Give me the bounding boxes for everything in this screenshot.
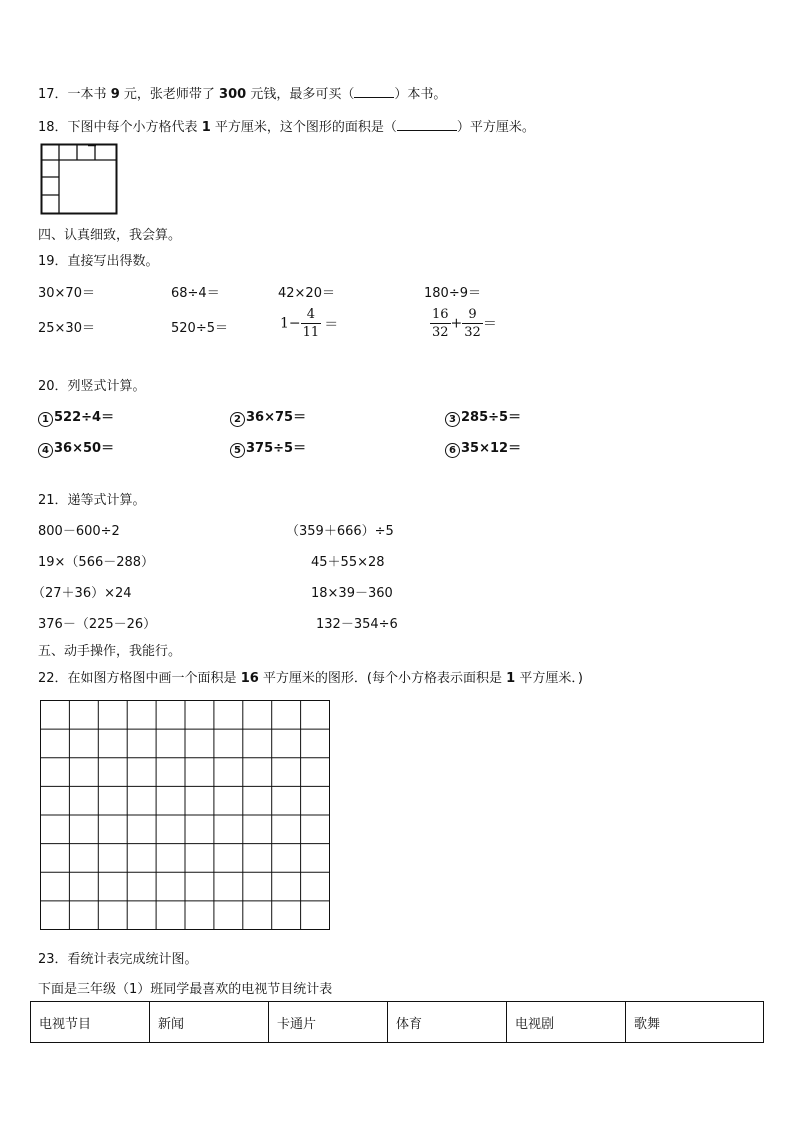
q19-item-fraction-sum [430,306,497,341]
q18-number-1: 1 [201,120,211,135]
question-18 [38,116,535,135]
q17-number-2: 300 [219,87,247,102]
q21-item-6: 18×39－360 [311,586,393,601]
table-header-cell: 电视节目 [31,1002,150,1043]
q19-item-5: 25×30＝ [38,321,95,336]
q19-item-fraction-expression [280,306,338,341]
q22-number-2: 1 [506,671,516,686]
q21-item-4: 45＋55×28 [311,555,385,570]
q20-expression: 35×12＝ [461,441,522,456]
q23-title: 23．看统计表完成统计图。 [38,952,198,967]
q20-circled-number: 1 [38,412,53,427]
q17-text-mid1: 元，张老师带了 [123,87,215,102]
q17-text-post: ）本书。 [394,87,447,102]
q20-item-5 [230,437,306,458]
q19-frac-equals: ＝ [324,316,339,333]
q20-circled-number: 3 [445,412,460,427]
q18-answer-blank[interactable] [397,130,457,131]
q18-text-pre: 18．下图中每个小方格代表 [38,120,198,135]
q19-item-1: 30×70＝ [38,286,95,301]
q22-number-1: 16 [240,671,259,686]
section-5-heading: 五、动手操作，我能行。 [38,644,182,659]
q18-text-post: ）平方厘米。 [456,120,535,135]
q23-table-caption: 下面是三年级（1）班同学最喜欢的电视节目统计表 [38,982,333,997]
q19-item-2: 68÷4＝ [171,286,220,301]
table-header-cell: 新闻 [150,1002,269,1043]
q19-fraction [301,306,322,341]
q22-text-pre: 22．在如图方格图中画一个面积是 [38,671,237,686]
q20-item-6 [445,437,521,458]
q19-item-4: 180÷9＝ [424,286,481,301]
q21-title: 21．递等式计算。 [38,493,146,508]
q19-fraction-b [462,306,483,341]
q19-fraction-a [430,306,451,341]
q19-fraction-a-denominator: 32 [432,325,449,340]
q19-fraction-denominator: 11 [302,325,320,340]
q19-title: 19．直接写出得数。 [38,254,159,269]
q20-expression: 285÷5＝ [461,410,522,425]
q19-item-6: 520÷5＝ [171,321,228,336]
q19-sum-equals: ＝ [482,316,497,333]
q22-text-post: 平方厘米．) [519,671,583,686]
q20-circled-number: 2 [230,412,245,427]
q21-item-1: 800－600÷2 [38,524,120,539]
q20-expression: 36×50＝ [54,441,115,456]
q20-title: 20．列竖式计算。 [38,379,146,394]
q19-fraction-b-numerator: 9 [462,306,483,324]
table-header-cell: 电视剧 [507,1002,626,1043]
q21-item-5: （27＋36）×24 [32,586,132,601]
q19-fraction-b-denominator: 32 [464,325,481,340]
q20-item-2 [230,406,306,427]
q20-circled-number: 5 [230,443,245,458]
q20-circled-number: 6 [445,443,460,458]
q17-number-1: 9 [110,87,120,102]
q19-fraction-a-numerator: 16 [432,307,449,322]
q22-drawing-grid[interactable] [38,698,332,932]
q20-item-4 [38,437,114,458]
table-header-cell: 卡通片 [269,1002,388,1043]
q20-circled-number: 4 [38,443,53,458]
q21-item-7: 376－（225－26） [38,617,157,632]
q19-plus: + [450,315,463,332]
question-17 [38,83,446,102]
q19-frac-minus: − [288,315,301,332]
q17-text-pre: 17．一本书 [38,87,107,102]
table-row [31,1002,764,1043]
q21-item-3: 19×（566－288） [38,555,155,570]
q18-text-mid: 平方厘米，这个图形的面积是（ [214,120,397,135]
section-4-heading: 四、认真细致，我会算。 [38,228,182,243]
q17-text-mid2: 元钱，最多可买（ [250,87,355,102]
q20-item-3 [445,406,521,427]
q20-expression: 375÷5＝ [246,441,307,456]
q21-item-2: （359＋666）÷5 [286,524,394,539]
q17-answer-blank[interactable] [354,97,394,98]
q18-grid-figure [38,142,120,216]
q20-item-1 [38,406,114,427]
q19-frac-whole: 1 [280,315,289,332]
table-header-cell: 歌舞 [626,1002,764,1043]
q19-fraction-numerator: 4 [301,306,322,324]
q19-item-3: 42×20＝ [278,286,335,301]
q20-expression: 522÷4＝ [54,410,115,425]
question-22 [38,667,583,686]
table-header-cell: 体育 [388,1002,507,1043]
q21-item-8: 132－354÷6 [316,617,398,632]
q22-text-mid: 平方厘米的图形．(每个小方格表示面积是 [262,671,502,686]
tv-program-table [30,1001,764,1043]
q20-expression: 36×75＝ [246,410,307,425]
